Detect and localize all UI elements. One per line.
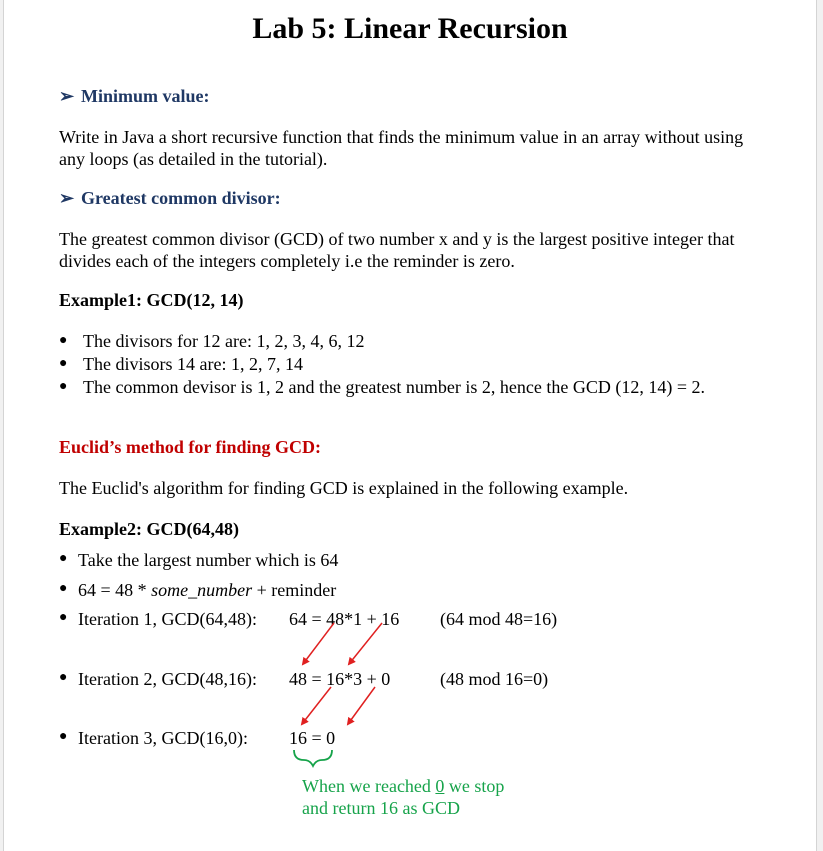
green-brace-icon [294, 750, 332, 766]
bullet-dot-icon: ● [59, 551, 68, 566]
formula-part: + reminder [252, 580, 337, 600]
gcd-stop-note [302, 776, 504, 797]
bullet-dot-icon: ● [59, 670, 68, 685]
iteration-label: Iteration 2, GCD(48,16): [78, 669, 257, 689]
euclid-intro: The Euclid's algorithm for finding GCD is explained in the following example. [59, 478, 629, 498]
example1-bullet: The divisors for 12 are: 1, 2, 3, 4, 6, 12 [83, 331, 365, 351]
paragraph-line: Write in Java a short recursive function that finds the minimum value in an array without using [59, 127, 744, 147]
bullet-dot-icon: ● [59, 581, 68, 596]
iteration-mod: (64 mod 48=16) [440, 609, 558, 629]
bullet-dot-icon: ● [59, 333, 68, 348]
iteration-label: Iteration 1, GCD(64,48): [78, 609, 257, 629]
note-text: we stop [444, 776, 505, 796]
formula-part: 64 = 48 * [78, 580, 152, 600]
iteration-equation: 48 = 16*3 + 0 [289, 669, 391, 689]
example1-bullet: The common devisor is 1, 2 and the greatest number is 2, hence the GCD (12, 14) = 2. [83, 377, 706, 397]
bullet-dot-icon: ● [59, 729, 68, 744]
note-zero: 0 [435, 776, 445, 796]
paragraph-line: any loops (as detailed in the tutorial). [59, 149, 328, 169]
red-arrow [303, 623, 334, 664]
example1-title: Example1: GCD(12, 14) [59, 290, 244, 310]
example1-bullet: The divisors 14 are: 1, 2, 7, 14 [83, 354, 303, 374]
page-title: Lab 5: Linear Recursion [252, 12, 568, 45]
bullet-dot-icon: ● [59, 379, 68, 394]
arrow-bullet-icon: ➢ [59, 188, 75, 208]
note-text: When we reached [302, 776, 436, 796]
gcd-stop-note-line2: and return 16 as GCD [302, 798, 460, 818]
iteration-equation: 16 = 0 [289, 728, 336, 748]
example2-bullet: Take the largest number which is 64 [78, 550, 339, 570]
euclid-arrows-diagram [4, 0, 816, 851]
example2-title: Example2: GCD(64,48) [59, 519, 239, 539]
red-arrow [302, 687, 331, 724]
red-arrow [349, 623, 382, 664]
bullet-dot-icon: ● [59, 356, 68, 371]
iteration-mod: (48 mod 16=0) [440, 669, 549, 689]
red-arrow [348, 687, 375, 724]
iteration-equation: 64 = 48*1 + 16 [289, 609, 400, 629]
arrow-bullet-icon: ➢ [59, 86, 75, 106]
bullet-dot-icon: ● [59, 610, 68, 625]
iteration-label: Iteration 3, GCD(16,0): [78, 728, 248, 748]
formula-italic: some_number [151, 580, 253, 600]
paragraph-line: The greatest common divisor (GCD) of two number x and y is the largest positive integer that [59, 229, 735, 249]
section-heading-text: Minimum value: [81, 86, 210, 106]
document-page [3, 0, 817, 851]
paragraph-line: divides each of the integers completely i.e the reminder is zero. [59, 251, 515, 271]
euclid-heading: Euclid’s method for finding GCD: [59, 437, 322, 457]
section-heading-text: Greatest common divisor: [81, 188, 281, 208]
